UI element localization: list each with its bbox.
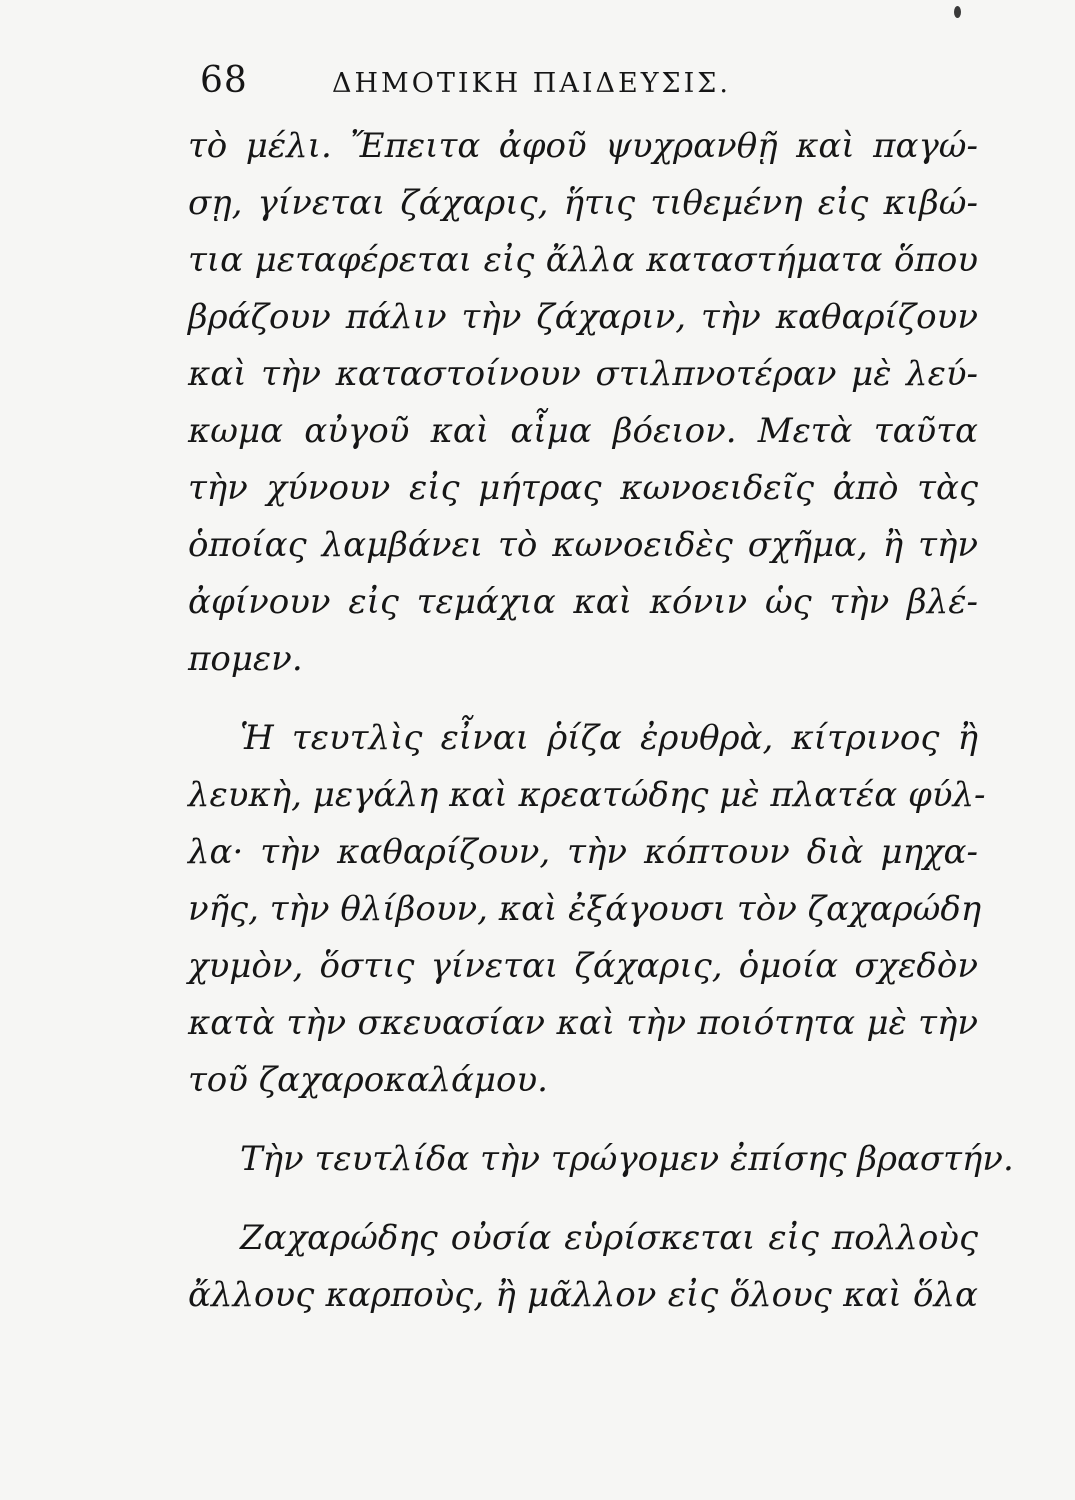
paragraph-1 — [188, 118, 978, 688]
paragraph-gap — [188, 1188, 978, 1210]
ink-speck — [954, 6, 961, 18]
text-line: ὁποίας λαμβάνει τὸ κωνοειδὲς σχῆμα, ἢ τὴν — [188, 525, 978, 565]
text-line: τια μεταφέρεται εἰς ἄλλα καταστήματα ὅπου — [188, 240, 978, 280]
text-line: Τὴν τευτλίδα τὴν τρώγομεν ἐπίσης βραστήν. — [240, 1139, 1014, 1179]
paragraph-2 — [188, 710, 986, 1109]
paragraph-gap — [188, 1109, 978, 1131]
body-text — [188, 118, 1014, 1324]
text-line: Ζαχαρώδης οὐσία εὑρίσκεται εἰς πολλοὺς — [240, 1218, 978, 1258]
text-line: τὸ μέλι. Ἔπειτα ἀφοῦ ψυχρανθῇ καὶ παγώ- — [188, 126, 978, 166]
text-line: βράζουν πάλιν τὴν ζάχαριν, τὴν καθαρίζουν — [188, 297, 978, 337]
running-head — [200, 60, 800, 110]
running-title: ΔΗΜΟΤΙΚΗ ΠΑΙΔΕΥΣΙΣ. — [332, 68, 731, 99]
text-line: καὶ τὴν καταστοίνουν στιλπνοτέραν μὲ λεύ- — [188, 354, 978, 394]
text-line: χυμὸν, ὅστις γίνεται ζάχαρις, ὁμοία σχεδὸν — [188, 946, 978, 986]
text-line: λα· τὴν καθαρίζουν, τὴν κόπτουν διὰ μηχα- — [188, 832, 978, 872]
text-line: κωμα αὐγοῦ καὶ αἷμα βόειον. Μετὰ ταῦτα — [188, 411, 978, 451]
text-line: ἄλλους καρποὺς, ἢ μᾶλλον εἰς ὅλους καὶ ὅλα — [188, 1275, 978, 1315]
text-line: νῆς, τὴν θλίβουν, καὶ ἐξάγουσι τὸν ζαχαρώδη — [188, 889, 982, 929]
page-number: 68 — [200, 60, 248, 101]
text-line: κατὰ τὴν σκευασίαν καὶ τὴν ποιότητα μὲ τὴν — [188, 1003, 978, 1043]
text-line: Ἡ τευτλὶς εἶναι ῥίζα ἐρυθρὰ, κίτρινος ἢ — [240, 718, 978, 758]
text-line: τὴν χύνουν εἰς μήτρας κωνοειδεῖς ἀπὸ τὰς — [188, 468, 978, 508]
text-line: λευκὴ, μεγάλη καὶ κρεατώδης μὲ πλατέα φύλ- — [188, 775, 986, 815]
text-line: ἀφίνουν εἰς τεμάχια καὶ κόνιν ὡς τὴν βλέ- — [188, 582, 978, 622]
paragraph-4 — [188, 1210, 978, 1324]
text-line: τοῦ ζαχαροκαλάμου. — [188, 1060, 548, 1100]
text-line: πομεν. — [188, 639, 303, 679]
paragraph-3 — [188, 1131, 1014, 1188]
paragraph-gap — [188, 688, 978, 710]
text-line: σῃ, γίνεται ζάχαρις, ἥτις τιθεμένη εἰς κιβώ- — [188, 183, 978, 223]
